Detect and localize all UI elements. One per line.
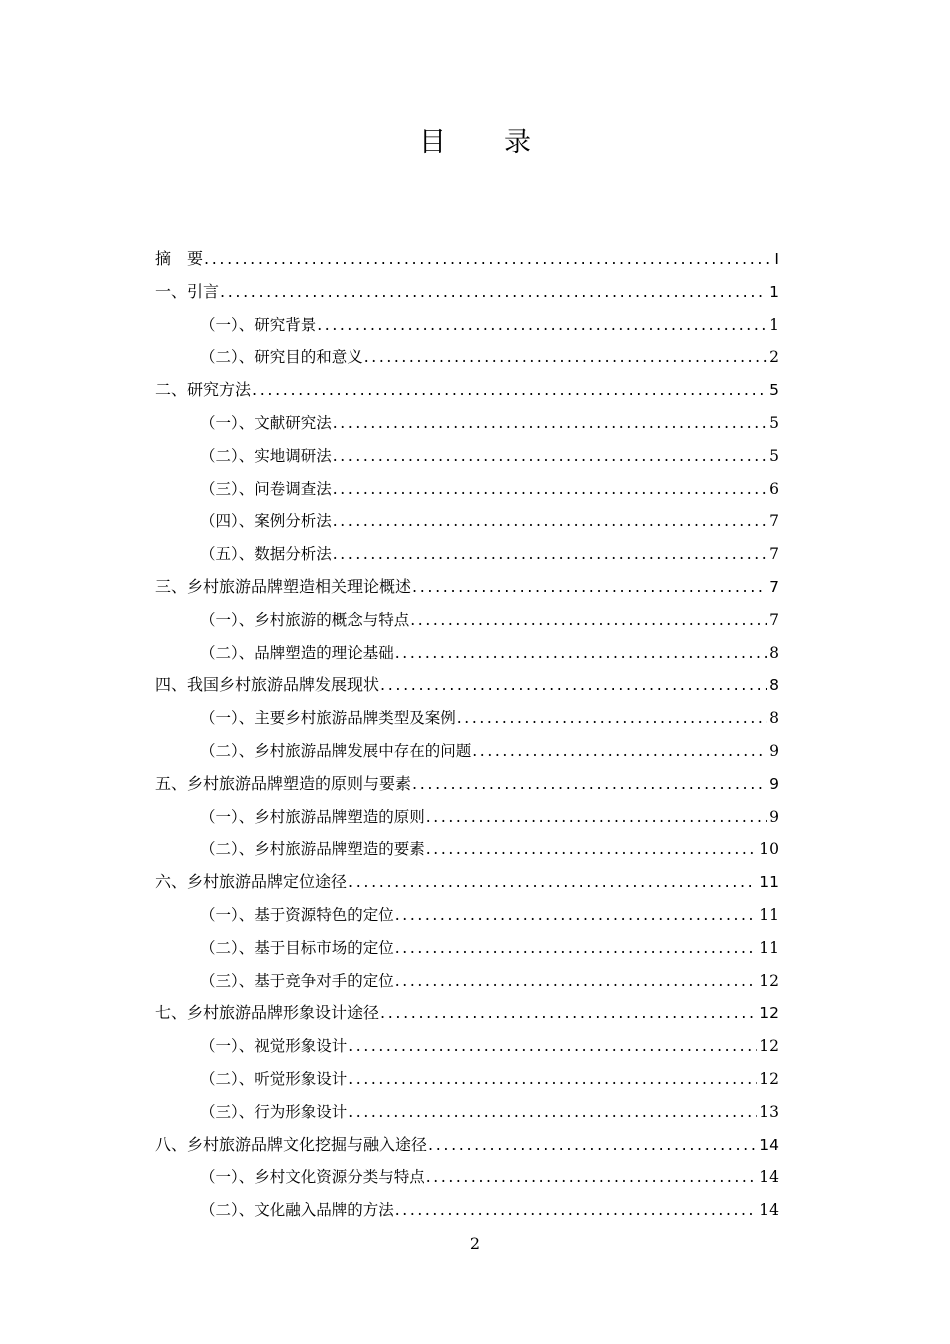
toc-entry-label: （一）、文献研究法 bbox=[200, 413, 332, 432]
toc-entry[interactable] bbox=[155, 997, 779, 1030]
toc-entry-page: 11 bbox=[759, 873, 779, 892]
toc-entry[interactable] bbox=[155, 1096, 779, 1129]
toc-entry-page: 9 bbox=[769, 807, 779, 826]
toc-entry-page: 14 bbox=[759, 1201, 779, 1220]
toc-leader-dots bbox=[410, 604, 767, 637]
toc-entry-label: （二）、实地调研法 bbox=[200, 446, 332, 465]
toc-leader-dots bbox=[395, 899, 758, 932]
toc-entry-page: 7 bbox=[769, 577, 779, 596]
toc-leader-dots bbox=[333, 440, 767, 473]
toc-entry-label: （四）、案例分析法 bbox=[200, 512, 332, 531]
toc-entry[interactable] bbox=[155, 637, 779, 670]
toc-entry-page: 7 bbox=[769, 512, 779, 531]
toc-entry-page: 1 bbox=[769, 315, 779, 334]
page-number: 2 bbox=[469, 1234, 481, 1253]
toc-leader-dots bbox=[457, 702, 767, 735]
toc-entry[interactable] bbox=[155, 768, 779, 801]
toc-entry-page: 2 bbox=[769, 348, 779, 367]
toc-entry[interactable] bbox=[155, 1129, 779, 1162]
toc-entry-label: （一）、基于资源特色的定位 bbox=[200, 905, 394, 924]
toc-leader-dots bbox=[333, 538, 767, 571]
toc-entry-page: 12 bbox=[759, 1004, 779, 1023]
toc-entry-label: 四、我国乡村旅游品牌发展现状 bbox=[155, 675, 380, 695]
toc-entry[interactable] bbox=[155, 341, 779, 374]
toc-entry-label: 七、乡村旅游品牌形象设计途径 bbox=[155, 1003, 380, 1023]
toc-leader-dots bbox=[395, 637, 767, 670]
toc-leader-dots bbox=[412, 571, 767, 604]
toc-entry-label: （二）、乡村旅游品牌发展中存在的问题 bbox=[200, 741, 472, 760]
toc-leader-dots bbox=[333, 407, 767, 440]
toc-entry-label: 六、乡村旅游品牌定位途径 bbox=[155, 872, 348, 892]
toc-entry-label: （三）、行为形象设计 bbox=[200, 1102, 348, 1121]
toc-entry[interactable] bbox=[155, 407, 779, 440]
toc-leader-dots bbox=[428, 1129, 757, 1162]
toc-leader-dots bbox=[364, 341, 767, 374]
toc-entry-label: 二、研究方法 bbox=[155, 380, 252, 400]
toc-entry[interactable] bbox=[155, 604, 779, 637]
toc-entry[interactable] bbox=[155, 1194, 779, 1227]
toc-entry[interactable] bbox=[155, 276, 779, 309]
toc-leader-dots bbox=[348, 1096, 757, 1129]
toc-leader-dots bbox=[333, 473, 767, 506]
toc-leader-dots bbox=[395, 932, 758, 965]
toc-entry-label: （一）、研究背景 bbox=[200, 315, 317, 334]
toc-entry[interactable] bbox=[155, 965, 779, 998]
toc-entry-page: 1 bbox=[769, 282, 779, 301]
toc-entry[interactable] bbox=[155, 833, 779, 866]
toc-entry[interactable] bbox=[155, 1030, 779, 1063]
page-title: 目录 bbox=[419, 127, 589, 158]
toc-leader-dots bbox=[395, 965, 758, 998]
toc-entry[interactable] bbox=[155, 899, 779, 932]
toc-leader-dots bbox=[348, 866, 757, 899]
toc-entry-label: 一、引言 bbox=[155, 281, 220, 301]
toc-leader-dots bbox=[220, 276, 767, 309]
toc-entry[interactable] bbox=[155, 866, 779, 899]
toc-entry[interactable] bbox=[155, 243, 779, 276]
toc-entry-page: 14 bbox=[759, 1168, 779, 1187]
toc-entry-page: 12 bbox=[759, 1037, 779, 1056]
toc-entry-page: 10 bbox=[759, 840, 779, 859]
toc-entry-label: （一）、乡村旅游的概念与特点 bbox=[200, 610, 410, 629]
toc-entry-label: （五）、数据分析法 bbox=[200, 545, 332, 564]
toc-leader-dots bbox=[333, 505, 767, 538]
toc-entry[interactable] bbox=[155, 669, 779, 702]
toc-entry-page: 11 bbox=[759, 905, 779, 924]
toc-entry-label: （二）、乡村旅游品牌塑造的要素 bbox=[200, 840, 425, 859]
toc-entry-label: （二）、基于目标市场的定位 bbox=[200, 938, 394, 957]
toc-entry-label: （二）、听觉形象设计 bbox=[200, 1069, 348, 1088]
toc-entry[interactable] bbox=[155, 473, 779, 506]
toc-leader-dots bbox=[426, 1161, 758, 1194]
toc-entry[interactable] bbox=[155, 801, 779, 834]
toc-entry-label: （三）、基于竞争对手的定位 bbox=[200, 971, 394, 990]
toc-leader-dots bbox=[412, 768, 767, 801]
toc-entry-label: （二）、文化融入品牌的方法 bbox=[200, 1201, 394, 1220]
toc-entry-label: （二）、品牌塑造的理论基础 bbox=[200, 643, 394, 662]
toc-entry-page: 12 bbox=[759, 1069, 779, 1088]
toc-entry[interactable] bbox=[155, 702, 779, 735]
toc-leader-dots bbox=[380, 997, 757, 1030]
toc-entry[interactable] bbox=[155, 505, 779, 538]
toc-entry-label: （一）、乡村文化资源分类与特点 bbox=[200, 1168, 425, 1187]
toc-entry[interactable] bbox=[155, 571, 779, 604]
toc-entry-page: 9 bbox=[769, 741, 779, 760]
toc-entry-page: 12 bbox=[759, 971, 779, 990]
toc-entry-page: I bbox=[774, 250, 779, 268]
toc-entry-page: 5 bbox=[769, 381, 779, 400]
toc-leader-dots bbox=[426, 833, 758, 866]
toc-leader-dots bbox=[204, 243, 772, 276]
toc-entry-label: （三）、问卷调查法 bbox=[200, 479, 332, 498]
toc-leader-dots bbox=[348, 1063, 757, 1096]
toc-entry-page: 11 bbox=[759, 938, 779, 957]
toc-entry-page: 14 bbox=[759, 1135, 779, 1154]
toc-leader-dots bbox=[472, 735, 767, 768]
toc-entry[interactable] bbox=[155, 374, 779, 407]
toc-entry-page: 8 bbox=[769, 676, 779, 695]
toc-entry-label: 三、乡村旅游品牌塑造相关理论概述 bbox=[155, 576, 412, 596]
toc-entry-page: 7 bbox=[769, 610, 779, 629]
toc-entry-label: 摘 要 bbox=[155, 249, 204, 268]
toc-leader-dots bbox=[380, 669, 767, 702]
toc-leader-dots bbox=[426, 801, 767, 834]
toc-entry-page: 5 bbox=[769, 413, 779, 432]
toc-entry-page: 8 bbox=[769, 709, 779, 728]
toc-entry[interactable] bbox=[155, 1063, 779, 1096]
toc-entry-page: 5 bbox=[769, 446, 779, 465]
toc-entry-label: （二）、研究目的和意义 bbox=[200, 348, 363, 367]
toc-entry[interactable] bbox=[155, 309, 779, 342]
toc-entry[interactable] bbox=[155, 735, 779, 768]
toc-leader-dots bbox=[395, 1194, 758, 1227]
toc-entry-label: 五、乡村旅游品牌塑造的原则与要素 bbox=[155, 773, 412, 793]
toc-entry-label: （一）、主要乡村旅游品牌类型及案例 bbox=[200, 709, 456, 728]
toc-entry-page: 6 bbox=[769, 479, 779, 498]
toc-entry[interactable] bbox=[155, 1161, 779, 1194]
toc-leader-dots bbox=[317, 309, 767, 342]
table-of-contents bbox=[155, 243, 779, 1227]
toc-entry-page: 7 bbox=[769, 545, 779, 564]
toc-entry-label: 八、乡村旅游品牌文化挖掘与融入途径 bbox=[155, 1134, 428, 1154]
toc-entry[interactable] bbox=[155, 440, 779, 473]
toc-leader-dots bbox=[252, 374, 767, 407]
toc-entry-page: 9 bbox=[769, 774, 779, 793]
toc-entry[interactable] bbox=[155, 932, 779, 965]
toc-entry[interactable] bbox=[155, 538, 779, 571]
toc-entry-page: 8 bbox=[769, 643, 779, 662]
toc-entry-label: （一）、乡村旅游品牌塑造的原则 bbox=[200, 807, 425, 826]
toc-leader-dots bbox=[348, 1030, 757, 1063]
toc-entry-label: （一）、视觉形象设计 bbox=[200, 1037, 348, 1056]
toc-entry-page: 13 bbox=[759, 1102, 779, 1121]
